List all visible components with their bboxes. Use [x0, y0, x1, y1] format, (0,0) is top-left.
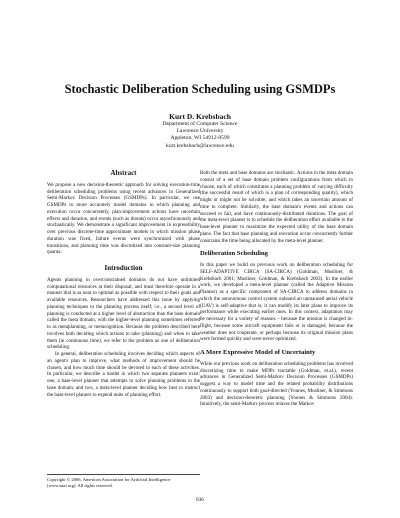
author-dept: Department of Computer Science — [162, 121, 238, 127]
abstract-text: We propose a new decision-theoretic approach for solving execution-time deliberation scheduling problems using recent advances in Generalized Semi-Markov Decision Processes (GSMDPs). In particular, we use GSMDPs to more accurately model domains in which planning and execution occur concurrently, plan-improvement actions have uncertain effects and duration, and events (such as threats) occur asynchronously and stochastically. We demonstrate a significant improvement in expressibility over previous discrete-time approximate models in which mission phase duration was fixed, failure events were synchronized with phase transitions, and planning time was discretized into constant-size planning quanta. — [47, 181, 200, 256]
left-column — [47, 170, 200, 398]
deliberation-paragraph: In this paper we build on previous work on deliberation scheduling for SELF-ADAPTIVE CIRCA (SA-CIRCA) (Goldman, Musliner, & Krebsbach 2001; Musliner, Goldman, & Krebsbach 2003). In the earlier work, we developed a meta-level planner (called the Adaptive Mission Planner) as a specific component of SA-CIRCA to address domains in which the autonomous control system onboard an unmanned aerial vehicle (UAV) is self-adaptive that is, it can modify its later plans to improve its performance while executing earlier ones. In this context, adaptation may be necessary for a variety of reasons – because the mission is changed in-flight, because some aircraft equipment fails or is damaged, because the weather does not cooperate, or perhaps because its original mission plans were formed quickly and were never optimized. — [200, 262, 353, 343]
author-block — [0, 112, 400, 150]
copyright-footnote: Copyright © 2006, American Association for Artificial Intelligence (www.aaai.org). All rights reserved. — [47, 474, 200, 489]
right-paragraph-1: Both the meta and base domains are stochastic. Actions in the meta domain consist of a set of base domain problem configurations from which to choose, each of which constitutes a planning problem of varying difficulty (the successful result of which is a plan of corresponding quality), which might or might not be solvable, and which takes an uncertain amount of time to complete. Similarly, the base domain's events and actions can succeed or fail, and have continuously-distributed durations. The goal of the meta-level planner is to schedule the deliberation effort available to the base-level planner to maximize the expected utility of the base domain plans. The fact that base planning and execution occur concurrently further constrains the time being allocated by the meta-level planner. — [200, 170, 353, 244]
author-name: Kurt D. Krebsbach — [169, 112, 231, 121]
paper-title: Stochastic Deliberation Scheduling using GSMDPs — [64, 82, 336, 96]
right-column — [200, 170, 353, 408]
abstract-heading: Abstract — [110, 169, 137, 177]
intro-paragraph-2: In general, deliberation scheduling involves deciding which aspects of an agent's plan to improve, what methods of improvement should be chosen, and how much time should be devoted to each of these activities. In particular, we describe a model in which two separate planners exist: one, a base-level planner that attempts to solve planning problems in the base domain, and two, a meta-level planner deciding how best to instruct the base-level planner to expend units of planning effort. — [47, 351, 200, 398]
intro-paragraph-1: Agents planning in overconstrained domains do not have unlimited computational resources at their disposal, and must therefore operate in a manner that is as near to optimal as possible with respect to their goals and available resources. Researchers have addressed this issue by applying planning techniques to the planning process itself; i.e., a second level of planning is conducted at a higher level of abstraction than the base domain called the meta domain, with the higher-level planning sometimes referred to as metaplanning, or metacognition. Because the problem described here involves both deciding which actions to take (planning) and when to take them (in continuous time), we refer to the problem as one of deliberation scheduling. — [47, 276, 200, 351]
page-number: 836 — [196, 497, 204, 503]
model-heading: A More Expressive Model of Uncertainty — [200, 349, 316, 356]
deliberation-heading: Deliberation Scheduling — [200, 250, 268, 258]
author-university: Lawrence University — [176, 128, 224, 135]
intro-heading: Introduction — [104, 264, 143, 272]
author-email: kurt.krebsbach@lawrence.edu — [166, 142, 234, 149]
model-paragraph: While our previous work on deliberation scheduling problems has involved discretizing time to make MDPs tractable (Goldman, et.al.), recent advances in Generalized Semi-Markov Decision Processes (GSMDPs) suggest a way to model time and the related probability distributions continuously to support both goal-directed (Younes, Musliner, & Simmons 2003) and decision-theoretic planning (Younes & Simmons 2004). Intuitively, the semi-Markov process relaxes the Markov — [200, 360, 353, 408]
author-city: Appleton, WI 54912-0599 — [170, 135, 230, 142]
